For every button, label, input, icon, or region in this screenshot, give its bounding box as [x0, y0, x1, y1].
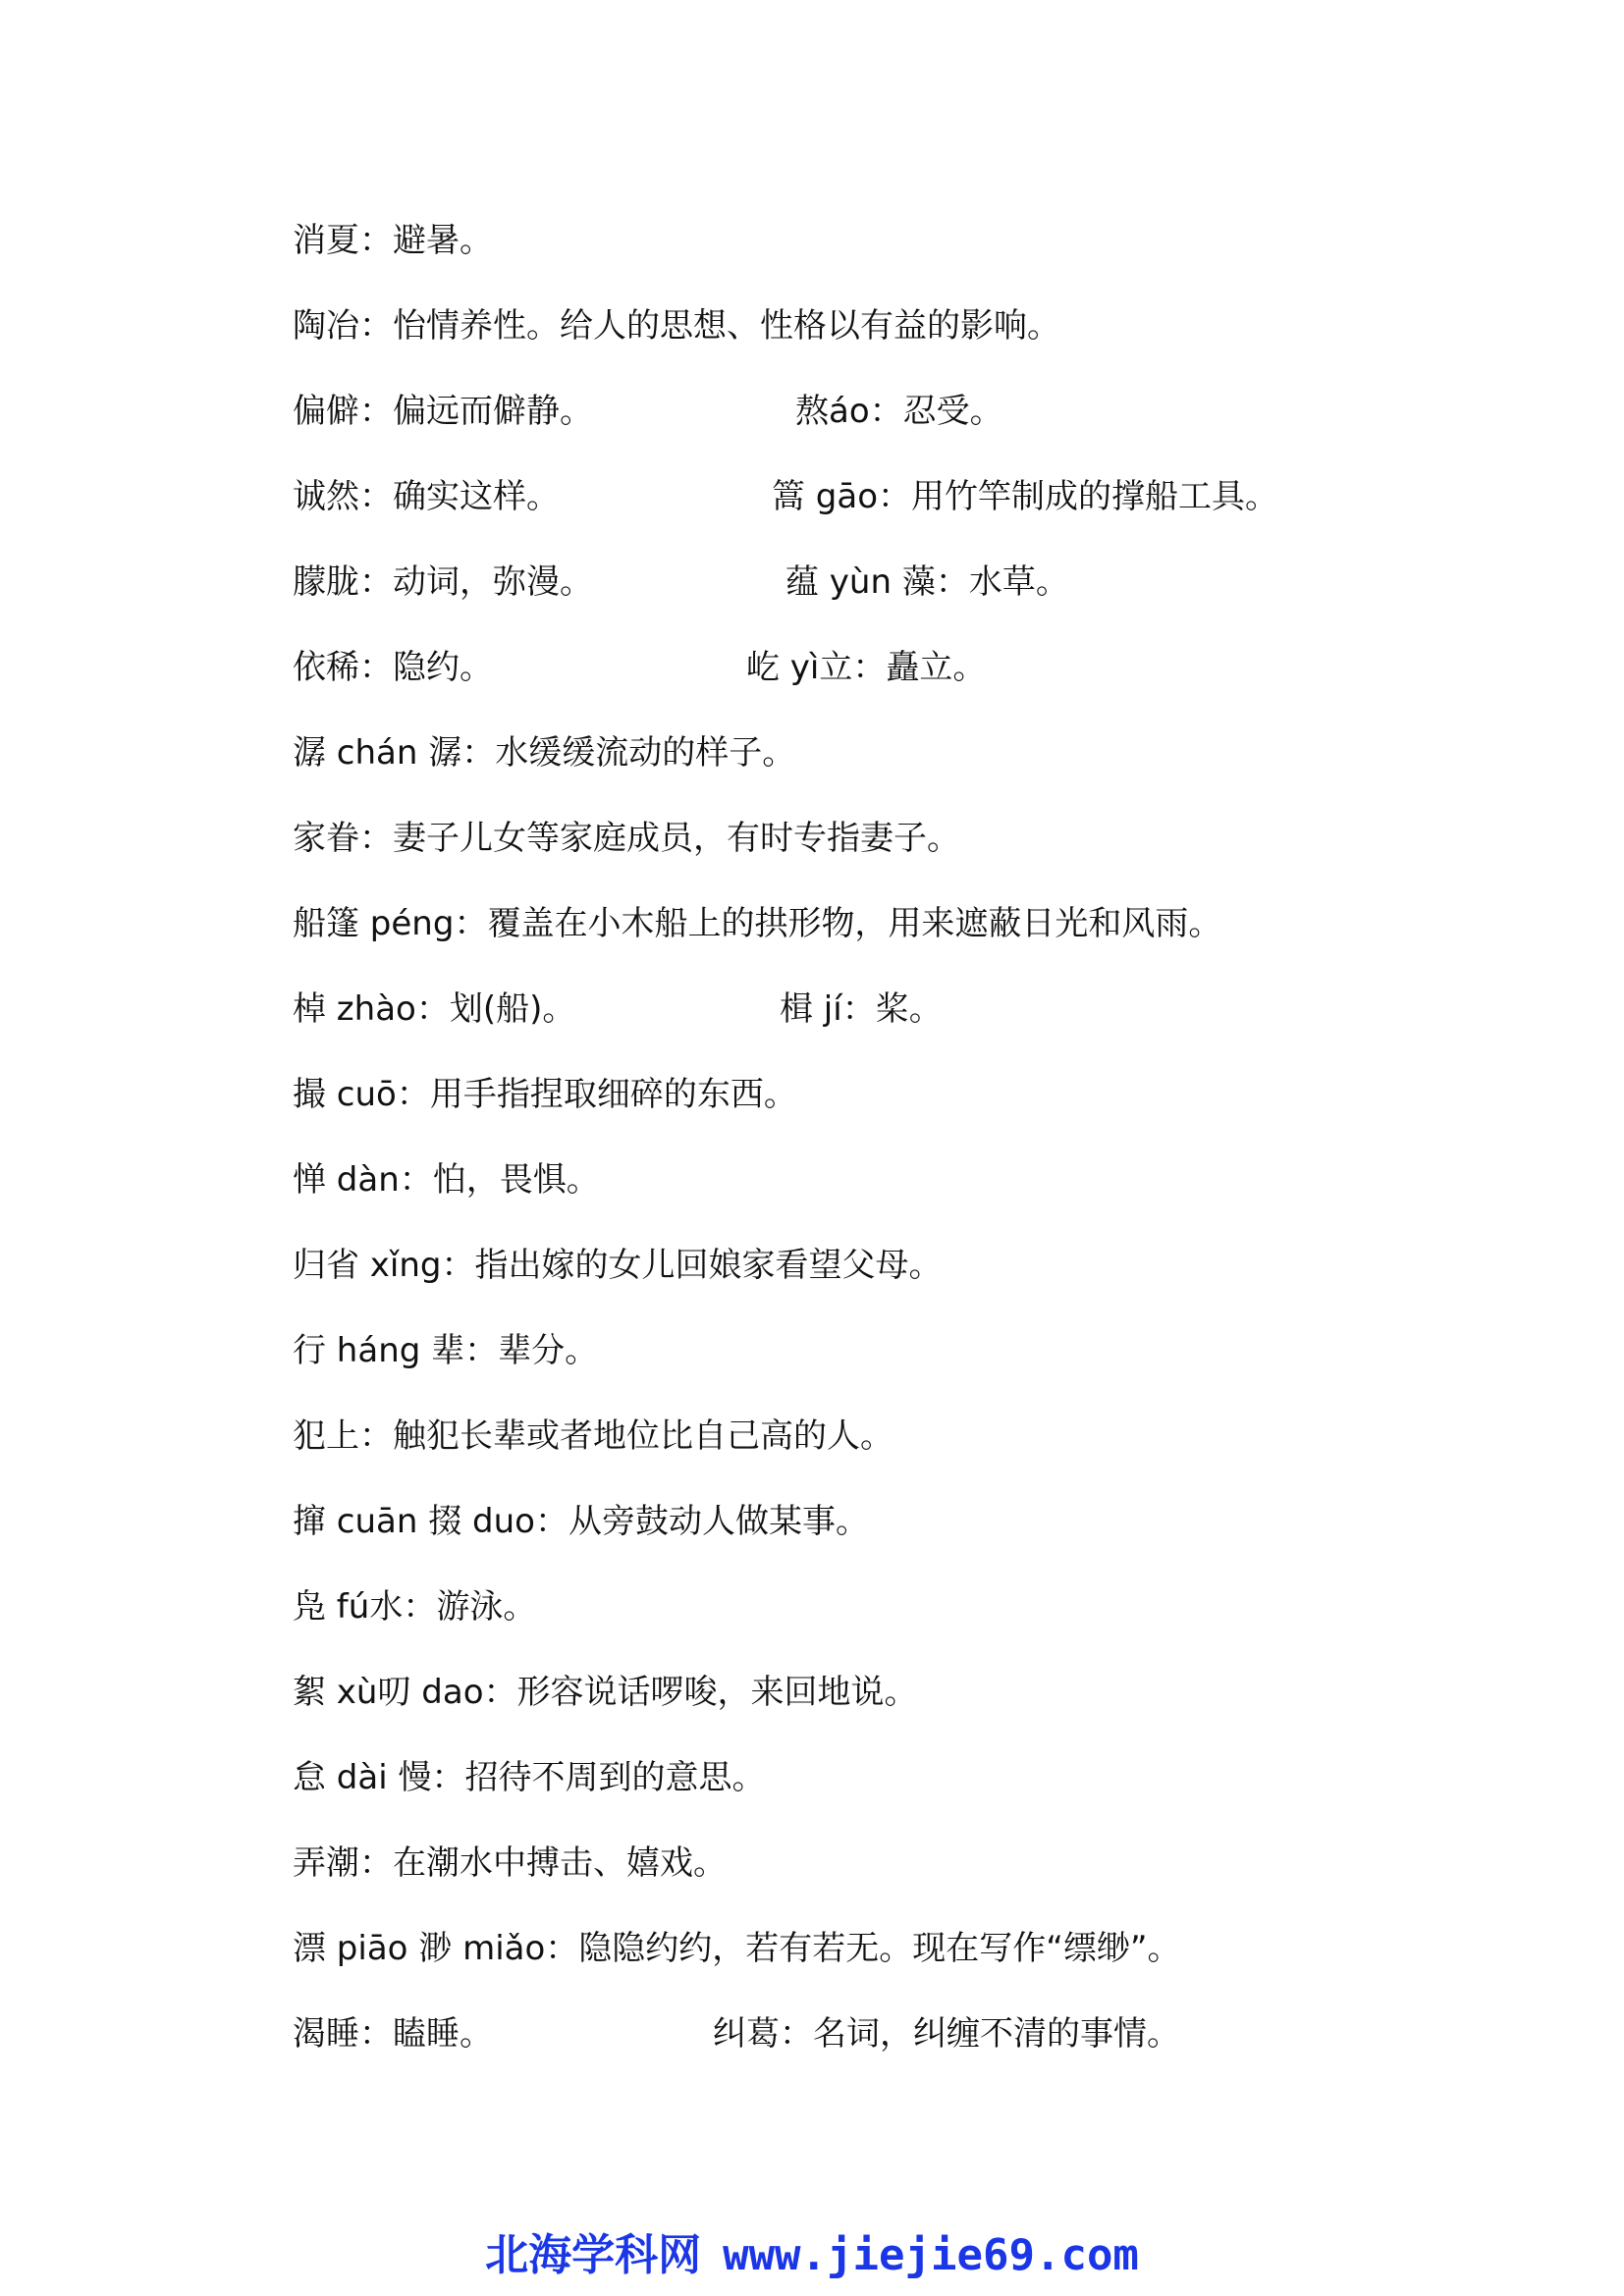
- vocab-entry: 撺 cuān 掇 duo：从旁鼓动人做某事。: [293, 1502, 869, 1541]
- vocab-row: [293, 467, 1471, 553]
- vocab-row: [293, 980, 1471, 1065]
- vocab-row: [293, 211, 1471, 296]
- vocab-row: [293, 296, 1471, 382]
- vocab-entry: 漂 piāo 渺 miǎo：隐隐约约，若有若无。现在写作“缥缈”。: [293, 1929, 1181, 1968]
- vocabulary-list: [293, 211, 1471, 2090]
- vocab-row: [293, 1834, 1471, 1919]
- footer-site-name: 北海学科网: [485, 2230, 702, 2280]
- vocab-row: [293, 1748, 1471, 1834]
- vocab-entry: 惮 dàn：怕，畏惧。: [293, 1160, 600, 1200]
- vocab-row: [293, 1919, 1471, 2004]
- vocab-row: [293, 1236, 1471, 1321]
- vocab-row: [293, 1065, 1471, 1150]
- vocab-entry-right: 篙 gāo：用竹竿制成的撑船工具。: [772, 477, 1279, 516]
- vocab-entry: 消夏：避暑。: [293, 221, 493, 260]
- vocab-entry: 朦胧：动词，弥漫。: [293, 562, 593, 602]
- vocab-entry-right: 楫 jí：桨。: [780, 989, 943, 1029]
- vocab-row: [293, 638, 1471, 723]
- vocab-row: [293, 1321, 1471, 1407]
- vocab-row: [293, 1663, 1471, 1748]
- vocab-row: [293, 894, 1471, 980]
- page-footer-watermark: [0, 2226, 1624, 2285]
- vocab-entry-right: 蕴 yùn 藻：水草。: [785, 562, 1069, 602]
- vocab-entry-right: 熬áo：忍受。: [795, 392, 1003, 431]
- vocab-entry: 偏僻：偏远而僻静。: [293, 392, 593, 431]
- vocab-row: [293, 382, 1471, 467]
- vocab-entry: 归省 xǐng：指出嫁的女儿回娘家看望父母。: [293, 1246, 943, 1285]
- vocab-entry: 依稀：隐约。: [293, 648, 493, 687]
- vocab-entry: 家眷：妻子儿女等家庭成员，有时专指妻子。: [293, 819, 960, 858]
- vocab-entry: 陶冶：怡情养性。给人的思想、性格以有益的影响。: [293, 306, 1060, 346]
- vocab-row: [293, 1492, 1471, 1577]
- footer-site-url[interactable]: www.jiejie69.com: [723, 2230, 1139, 2280]
- vocab-entry: 渴睡：瞌睡。: [293, 2014, 493, 2054]
- vocab-entry: 絮 xù叨 dao：形容说话啰唆，来回地说。: [293, 1673, 918, 1712]
- vocab-entry: 弄潮：在潮水中搏击、嬉戏。: [293, 1843, 727, 1883]
- vocab-entry: 诚然：确实这样。: [293, 477, 560, 516]
- vocab-entry: 怠 dài 慢：招待不周到的意思。: [293, 1758, 766, 1797]
- vocab-row: [293, 553, 1471, 638]
- vocab-row: [293, 1407, 1471, 1492]
- vocab-entry-right: 纠葛：名词，纠缠不清的事情。: [713, 2014, 1180, 2054]
- vocab-entry: 潺 chán 潺：水缓缓流动的样子。: [293, 733, 796, 773]
- vocab-row: [293, 809, 1471, 894]
- vocab-entry: 凫 fú水：游泳。: [293, 1587, 537, 1627]
- vocab-entry: 棹 zhào：划(船)。: [293, 989, 576, 1029]
- vocab-entry: 撮 cuō：用手指捏取细碎的东西。: [293, 1075, 797, 1114]
- vocab-entry: 船篷 péng：覆盖在小木船上的拱形物，用来遮蔽日光和风雨。: [293, 904, 1222, 943]
- vocab-entry-right: 屹 yì立：矗立。: [746, 648, 987, 687]
- vocab-entry: 行 háng 辈：辈分。: [293, 1331, 599, 1370]
- vocab-row: [293, 723, 1471, 809]
- vocab-row: [293, 2004, 1471, 2090]
- vocab-row: [293, 1577, 1471, 1663]
- vocab-row: [293, 1150, 1471, 1236]
- vocab-entry: 犯上：触犯长辈或者地位比自己高的人。: [293, 1416, 893, 1456]
